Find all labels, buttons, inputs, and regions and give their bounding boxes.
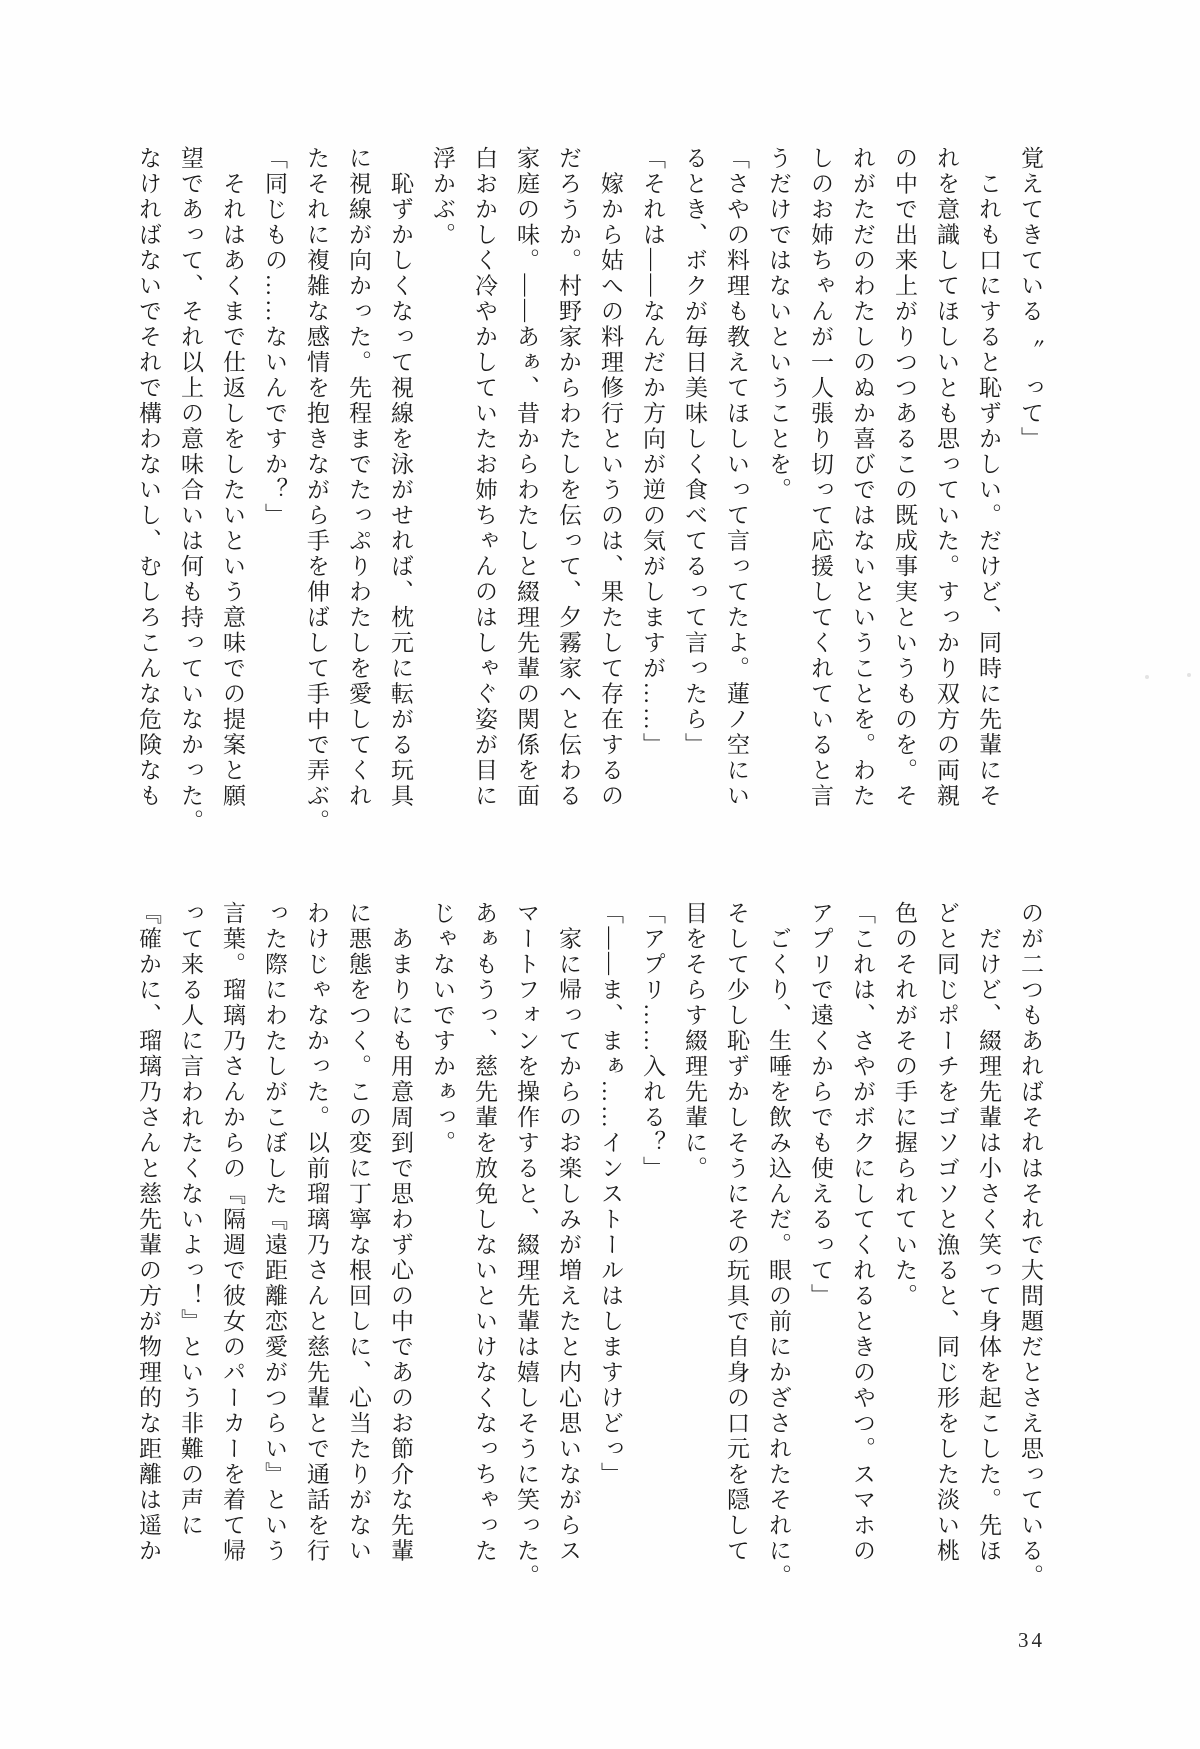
text-column-9: 目をそらす綴理先輩に。 xyxy=(682,901,707,1182)
text-column-19: った際にわたしがこぼした『遠距離恋愛がつらい』という xyxy=(262,901,287,1564)
text-column-19: 「同じもの……ないんですか？」 xyxy=(262,146,287,529)
text-column-6: しのお姉ちゃんが一人張り切って応援してくれていると言 xyxy=(808,146,833,809)
text-column-20: 言葉。瑠璃乃さんからの『隔週で彼女のパーカーを着て帰 xyxy=(220,901,245,1564)
text-column-15: 浮かぶ。 xyxy=(430,146,455,248)
text-column-7: ごくり、生唾を飲み込んだ。眼の前にかざされたそれに。 xyxy=(766,901,791,1590)
text-block-top xyxy=(127,146,1051,842)
page-number: 34 xyxy=(1018,1628,1045,1652)
text-column-13: マートフォンを操作すると、綴理先輩は嬉しそうに笑った。 xyxy=(514,901,539,1590)
text-column-10: 「それは――なんだか方向が逆の気がしますが……」 xyxy=(640,146,665,758)
text-column-22: なければないでそれで構わないし、むしろこんな危険なも xyxy=(136,146,161,809)
text-column-14: あぁもうっ、慈先輩を放免しないといけなくなっちゃった xyxy=(472,901,497,1564)
text-column-12: 家に帰ってからのお楽しみが増えたと内心思いながらス xyxy=(556,901,581,1564)
text-column-14: 白おかしく冷やかしていたお姉ちゃんのはしゃぐ姿が目に xyxy=(472,146,497,809)
text-column-17: に視線が向かった。先程までたっぷりわたしを愛してくれ xyxy=(346,146,371,809)
text-column-17: に悪態をつく。この変に丁寧な根回しに、心当たりがない xyxy=(346,901,371,1564)
text-column-2: だけど、綴理先輩は小さく笑って身体を起こした。先ほ xyxy=(976,901,1001,1564)
scan-speck xyxy=(1145,675,1149,679)
text-column-5: 「これは、さやがボクにしてくれるときのやつ。スマホの xyxy=(850,901,875,1564)
text-column-9: るとき、ボクが毎日美味しく食べてるって言ったら」 xyxy=(682,146,707,758)
text-column-8: そして少し恥ずかしそうにその玩具で自身の口元を隠して xyxy=(724,901,749,1564)
text-column-1: 覚えてきている〝 って」 xyxy=(1018,146,1043,452)
text-column-21: 望であって、それ以上の意味合いは何も持っていなかった。 xyxy=(178,146,203,835)
text-column-5: れがただのわたしのぬか喜びではないということを。わた xyxy=(850,146,875,809)
text-column-11: 「――ま、まぁ……インストールはしますけどっ」 xyxy=(598,901,623,1488)
text-column-6: アプリで遠くからでも使えるって」 xyxy=(808,901,833,1309)
text-column-10: 「アプリ……入れる？」 xyxy=(640,901,665,1182)
text-column-4: の中で出来上がりつつあるこの既成事実というものを。そ xyxy=(892,146,917,809)
text-column-13: 家庭の味。――あぁ、昔からわたしと綴理先輩の関係を面 xyxy=(514,146,539,809)
text-column-18: わけじゃなかった。以前瑠璃乃さんと慈先輩とで通話を行 xyxy=(304,901,329,1564)
text-block-bottom xyxy=(127,901,1051,1605)
text-column-16: 恥ずかしくなって視線を泳がせれば、枕元に転がる玩具 xyxy=(388,146,413,809)
text-column-1: のが二つもあればそれはそれで大問題だとさえ思っている。 xyxy=(1018,901,1043,1590)
text-column-8: 「さやの料理も教えてほしいって言ってたよ。蓮ノ空にい xyxy=(724,146,749,809)
scan-speck xyxy=(1187,673,1191,677)
text-column-3: れを意識してほしいとも思っていた。すっかり双方の両親 xyxy=(934,146,959,809)
text-column-2: これも口にすると恥ずかしい。だけど、同時に先輩にそ xyxy=(976,146,1001,809)
text-column-11: 嫁から姑への料理修行というのは、果たして存在するの xyxy=(598,146,623,809)
text-column-4: 色のそれがその手に握られていた。 xyxy=(892,901,917,1309)
text-column-12: だろうか。村野家からわたしを伝って、夕霧家へと伝わる xyxy=(556,146,581,809)
text-column-16: あまりにも用意周到で思わず心の中であのお節介な先輩 xyxy=(388,901,413,1564)
text-column-18: たそれに複雑な感情を抱きながら手を伸ばして手中で弄ぶ。 xyxy=(304,146,329,835)
text-column-7: うだけではないということを。 xyxy=(766,146,791,503)
text-column-15: じゃないですかぁっ。 xyxy=(430,901,455,1156)
text-column-22: 『確かに、瑠璃乃さんと慈先輩の方が物理的な距離は遥か xyxy=(136,901,161,1564)
text-column-3: どと同じポーチをゴソゴソと漁ると、同じ形をした淡い桃 xyxy=(934,901,959,1564)
text-column-20: それはあくまで仕返しをしたいという意味での提案と願 xyxy=(220,146,245,809)
text-column-21: って来る人に言われたくないよっ！』という非難の声に xyxy=(178,901,203,1539)
